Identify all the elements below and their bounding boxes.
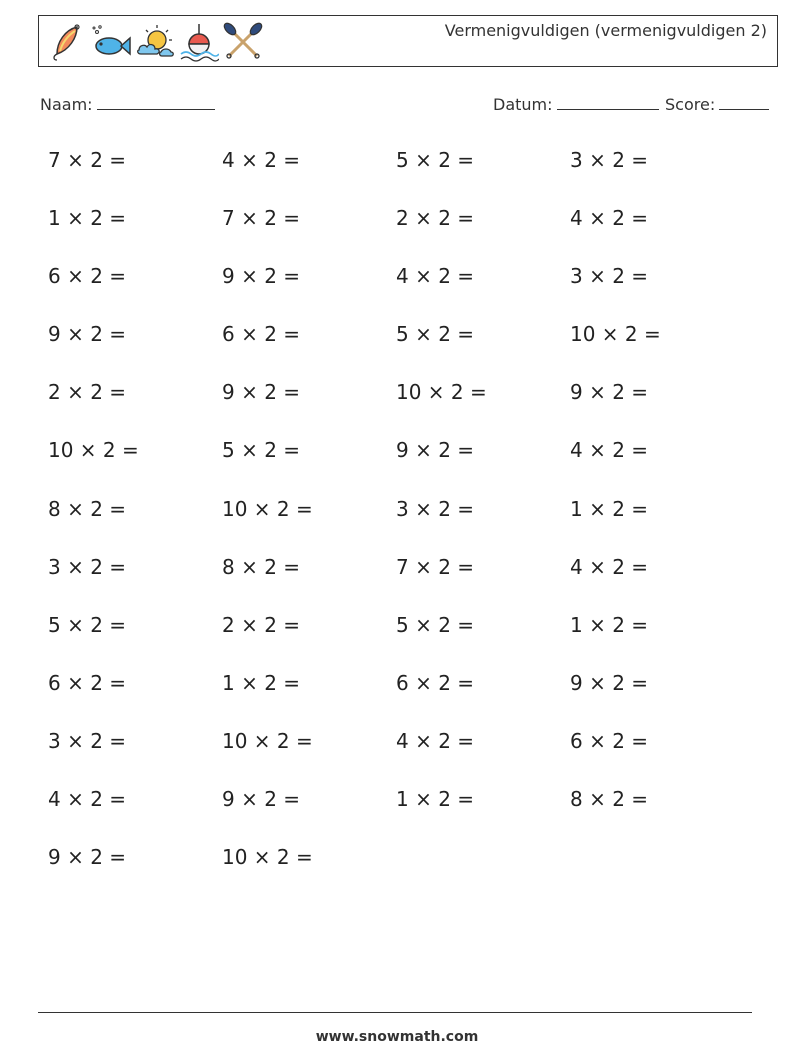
problem: 9 × 2 = (570, 670, 649, 695)
problem: 10 × 2 = (570, 322, 661, 347)
problem: 8 × 2 = (48, 496, 127, 521)
problem: 3 × 2 = (48, 728, 127, 753)
fish-icon (91, 22, 131, 62)
score-field (665, 93, 769, 114)
problem-row (48, 784, 748, 842)
problem: 9 × 2 = (222, 787, 301, 812)
problem-grid (48, 145, 748, 900)
problem: 6 × 2 = (48, 264, 127, 289)
problem-row (48, 377, 748, 435)
problem: 9 × 2 = (222, 264, 301, 289)
problem-row (48, 319, 748, 377)
name-field (40, 93, 215, 114)
problem-row (48, 145, 748, 203)
problem: 8 × 2 = (570, 787, 649, 812)
problem: 6 × 2 = (222, 322, 301, 347)
score-blank[interactable] (719, 93, 769, 110)
crossed-oars-icon (223, 22, 263, 62)
problem (396, 842, 570, 900)
problem: 9 × 2 = (48, 845, 127, 870)
problem: 10 × 2 = (396, 380, 487, 405)
problem-row (48, 435, 748, 493)
sun-cloud-icon (135, 22, 175, 62)
score-label: Score: (665, 95, 716, 114)
worksheet-header (38, 15, 778, 67)
problem: 2 × 2 = (396, 206, 475, 231)
problem-row (48, 203, 748, 261)
problem: 1 × 2 = (570, 612, 649, 637)
problem: 5 × 2 = (396, 322, 475, 347)
problem-row (48, 261, 748, 319)
problem: 6 × 2 = (48, 670, 127, 695)
problem: 3 × 2 = (48, 554, 127, 579)
problem: 9 × 2 = (222, 380, 301, 405)
problem: 2 × 2 = (222, 612, 301, 637)
problem-row (48, 842, 748, 900)
problem: 10 × 2 = (222, 845, 313, 870)
problem: 4 × 2 = (396, 264, 475, 289)
problem: 4 × 2 = (570, 554, 649, 579)
date-label: Datum: (493, 95, 553, 114)
header-icons (47, 22, 263, 62)
problem: 3 × 2 = (570, 148, 649, 172)
problem: 4 × 2 = (570, 438, 649, 463)
problem: 7 × 2 = (396, 554, 475, 579)
problem: 7 × 2 = (48, 148, 127, 172)
fishing-bobber-icon (179, 22, 219, 62)
problem: 9 × 2 = (48, 322, 127, 347)
problem: 4 × 2 = (48, 787, 127, 812)
problem-row (48, 726, 748, 784)
problem: 9 × 2 = (570, 380, 649, 405)
problem: 1 × 2 = (570, 496, 649, 521)
problem: 7 × 2 = (222, 206, 301, 231)
problem: 6 × 2 = (570, 728, 649, 753)
problem: 10 × 2 = (222, 496, 313, 521)
problem: 5 × 2 = (48, 612, 127, 637)
name-label: Naam: (40, 95, 93, 114)
problem: 10 × 2 = (222, 728, 313, 753)
problem: 1 × 2 = (48, 206, 127, 231)
name-blank[interactable] (97, 93, 215, 110)
date-field (493, 93, 659, 114)
problem: 4 × 2 = (570, 206, 649, 231)
problem: 2 × 2 = (48, 380, 127, 405)
date-blank[interactable] (557, 93, 659, 110)
problem: 3 × 2 = (396, 496, 475, 521)
problem (570, 842, 744, 900)
problem: 4 × 2 = (222, 148, 301, 172)
problem: 5 × 2 = (222, 438, 301, 463)
problem: 5 × 2 = (396, 148, 475, 172)
problem: 9 × 2 = (396, 438, 475, 463)
problem: 10 × 2 = (48, 438, 139, 463)
problem: 4 × 2 = (396, 728, 475, 753)
problem: 1 × 2 = (396, 787, 475, 812)
problem: 6 × 2 = (396, 670, 475, 695)
problem: 1 × 2 = (222, 670, 301, 695)
problem-row (48, 494, 748, 552)
problem-row (48, 552, 748, 610)
problem: 5 × 2 = (396, 612, 475, 637)
fishing-lure-icon (47, 22, 87, 62)
worksheet-title: Vermenigvuldigen (vermenigvuldigen 2) (444, 21, 767, 40)
footer-divider (38, 1012, 752, 1013)
problem-row (48, 610, 748, 668)
problem: 8 × 2 = (222, 554, 301, 579)
problem-row (48, 668, 748, 726)
problem: 3 × 2 = (570, 264, 649, 289)
footer-url[interactable]: www.snowmath.com (315, 1029, 479, 1045)
